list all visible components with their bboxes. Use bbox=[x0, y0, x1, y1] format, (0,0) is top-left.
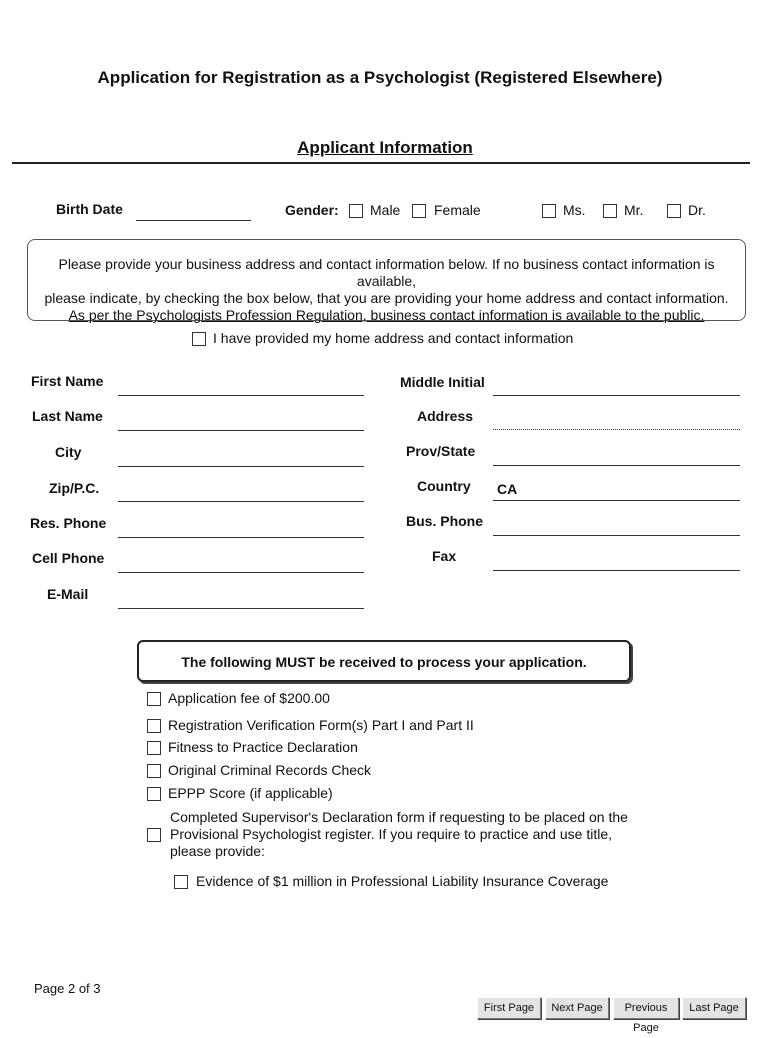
last-page-button[interactable]: Last Page bbox=[682, 997, 746, 1019]
page-indicator: Page 2 of 3 bbox=[34, 981, 101, 996]
fax-label: Fax bbox=[432, 548, 457, 564]
res-phone-label: Res. Phone bbox=[30, 515, 107, 531]
first-name-field[interactable] bbox=[118, 395, 364, 396]
requirement-checkbox-supervisor[interactable] bbox=[147, 828, 161, 842]
country-field[interactable] bbox=[493, 500, 740, 501]
requirement-verification-label: Registration Verification Form(s) Part I and Part II bbox=[168, 717, 474, 733]
bus-phone-label: Bus. Phone bbox=[406, 513, 484, 529]
document-title: Application for Registration as a Psychologist (Registered Elsewhere) bbox=[97, 68, 663, 87]
requirements-heading-box bbox=[137, 640, 631, 682]
requirement-insurance-label: Evidence of $1 million in Professional Liability Insurance Coverage bbox=[196, 873, 609, 889]
email-field[interactable] bbox=[118, 608, 364, 609]
birth-date-label: Birth Date bbox=[56, 201, 123, 217]
title-ms-checkbox[interactable] bbox=[542, 204, 556, 218]
home-address-checkbox[interactable] bbox=[192, 332, 206, 346]
bus-phone-field[interactable] bbox=[493, 535, 740, 536]
city-label: City bbox=[55, 444, 82, 460]
zip-label: Zip/P.C. bbox=[49, 480, 100, 496]
notice-line-1: Please provide your business address and contact information below. If no business contact information is available, bbox=[58, 256, 715, 289]
res-phone-field[interactable] bbox=[118, 537, 364, 538]
requirement-checkbox-fitness[interactable] bbox=[147, 741, 161, 755]
requirement-fee-label: Application fee of $200.00 bbox=[168, 690, 330, 706]
business-contact-notice bbox=[27, 239, 746, 321]
gender-male-label: Male bbox=[370, 202, 401, 218]
supervisor-line-3: please provide: bbox=[170, 843, 265, 859]
requirement-criminal-label: Original Criminal Records Check bbox=[168, 762, 372, 778]
section-divider bbox=[12, 162, 750, 164]
cell-phone-label: Cell Phone bbox=[32, 550, 105, 566]
first-page-button[interactable]: First Page bbox=[477, 997, 541, 1019]
supervisor-line-1: Completed Supervisor's Declaration form if requesting to be placed on the bbox=[170, 809, 628, 825]
address-field[interactable] bbox=[493, 428, 740, 430]
zip-field[interactable] bbox=[118, 501, 364, 502]
birth-date-field[interactable] bbox=[136, 220, 251, 221]
city-field[interactable] bbox=[118, 466, 364, 467]
title-ms-label: Ms. bbox=[563, 202, 586, 218]
title-dr-label: Dr. bbox=[688, 202, 706, 218]
last-name-label: Last Name bbox=[32, 408, 103, 424]
requirement-eppp-label: EPPP Score (if applicable) bbox=[168, 785, 333, 801]
requirement-checkbox-fee[interactable] bbox=[147, 692, 161, 706]
next-page-button[interactable]: Next Page bbox=[545, 997, 609, 1019]
gender-female-label: Female bbox=[434, 202, 481, 218]
gender-male-checkbox[interactable] bbox=[349, 204, 363, 218]
requirement-checkbox-insurance[interactable] bbox=[174, 875, 188, 889]
title-dr-checkbox[interactable] bbox=[667, 204, 681, 218]
requirement-checkbox-criminal[interactable] bbox=[147, 764, 161, 778]
middle-initial-field[interactable] bbox=[493, 395, 740, 396]
first-name-label: First Name bbox=[31, 373, 104, 389]
previous-page-button[interactable]: Previous Page bbox=[613, 997, 679, 1019]
country-value: CA bbox=[497, 481, 518, 497]
prov-state-label: Prov/State bbox=[406, 443, 476, 459]
notice-line-3: As per the Psychologists Profession Regulation, business contact information is available to the public. bbox=[68, 307, 705, 323]
fax-field[interactable] bbox=[493, 570, 740, 571]
prov-state-field[interactable] bbox=[493, 465, 740, 466]
requirements-heading: The following MUST be received to process your application. bbox=[181, 654, 587, 670]
last-name-field[interactable] bbox=[118, 430, 364, 431]
section-title: Applicant Information bbox=[297, 138, 473, 157]
address-label: Address bbox=[417, 408, 474, 424]
country-label: Country bbox=[417, 478, 471, 494]
requirement-checkbox-verification[interactable] bbox=[147, 719, 161, 733]
cell-phone-field[interactable] bbox=[118, 572, 364, 573]
title-mr-label: Mr. bbox=[624, 202, 644, 218]
middle-initial-label: Middle Initial bbox=[400, 374, 485, 390]
requirement-fitness-label: Fitness to Practice Declaration bbox=[168, 739, 358, 755]
email-label: E-Mail bbox=[47, 586, 89, 602]
home-address-label: I have provided my home address and contact information bbox=[213, 330, 574, 346]
title-mr-checkbox[interactable] bbox=[603, 204, 617, 218]
gender-label: Gender: bbox=[285, 202, 339, 218]
notice-line-2: please indicate, by checking the box below, that you are providing your home address and contact information. bbox=[44, 290, 729, 306]
supervisor-line-2: Provisional Psychologist register. If you require to practice and use title, bbox=[170, 826, 612, 842]
gender-female-checkbox[interactable] bbox=[412, 204, 426, 218]
requirement-checkbox-eppp[interactable] bbox=[147, 787, 161, 801]
